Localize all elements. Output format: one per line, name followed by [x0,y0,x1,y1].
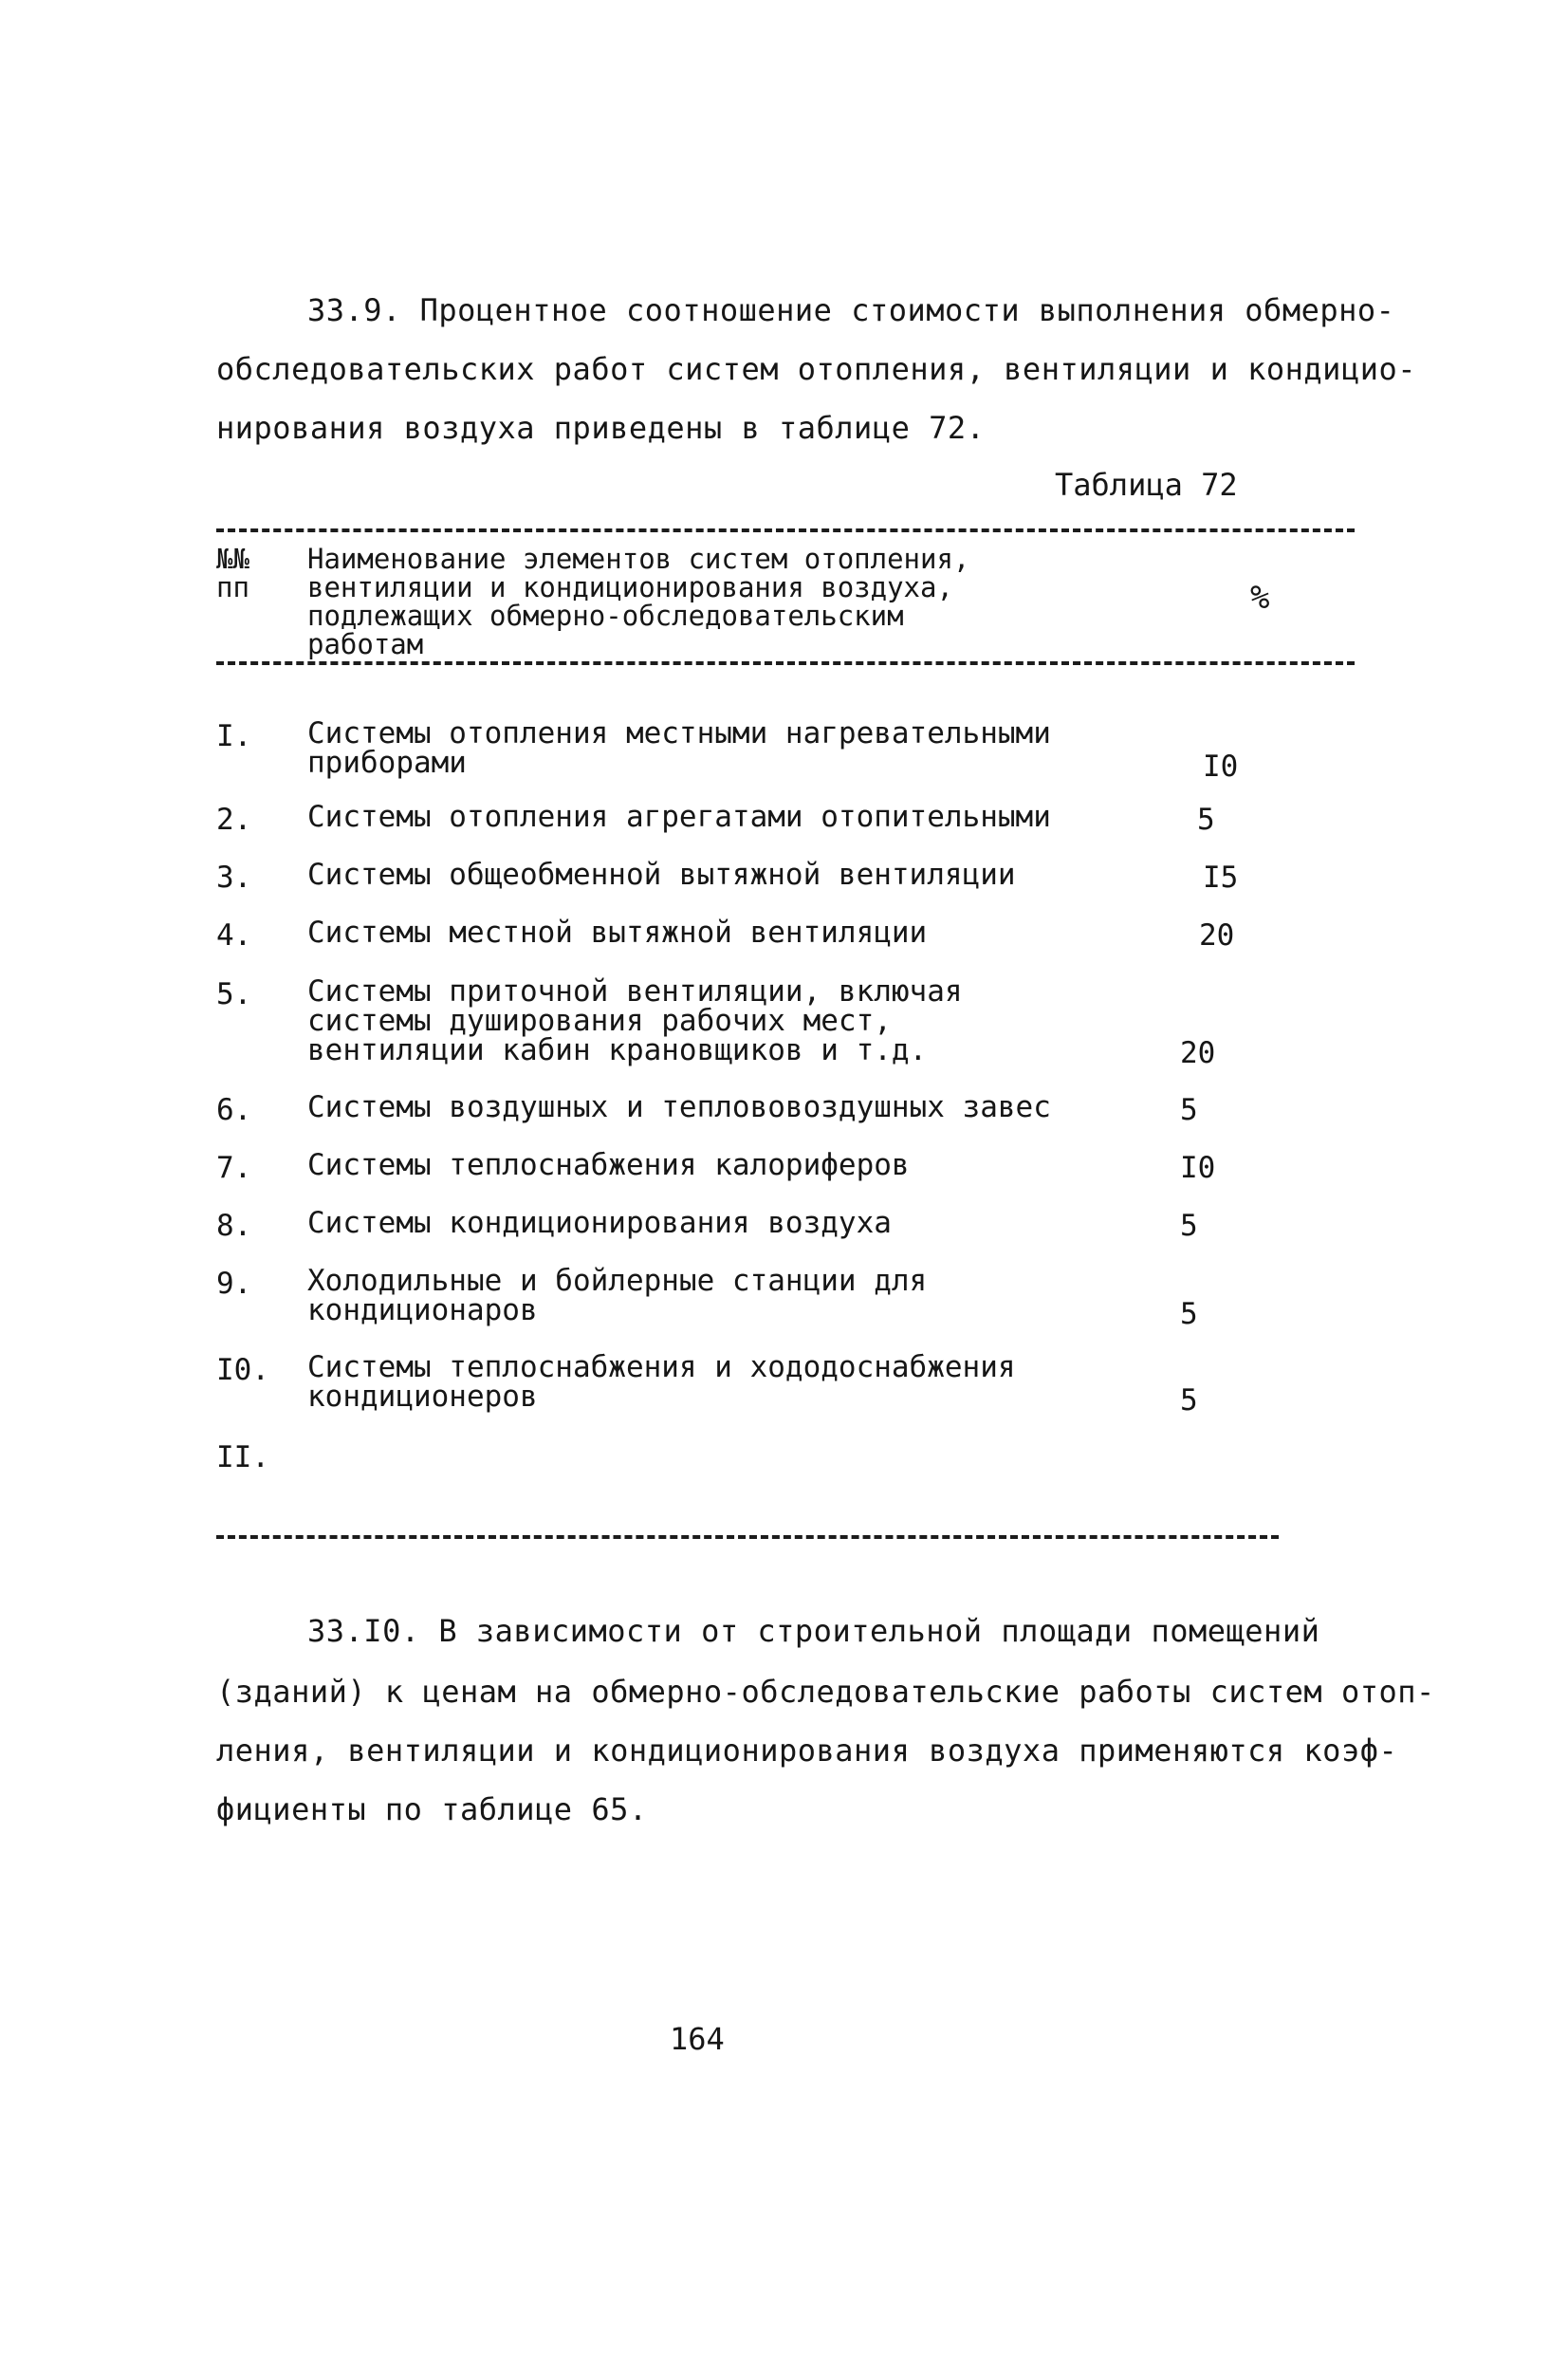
row-name [307,1350,1016,1414]
row-name-line: кондиционеров [307,1380,538,1414]
row-number: 8. [216,1209,252,1243]
row-name-line: Холодильные и бойлерные станции для [307,1264,928,1298]
row-number: I. [216,719,252,753]
row-name [307,858,1016,892]
row-name-line: Системы общеобменной вытяжной вентиляции [307,858,1016,892]
table-caption: Таблица 72 [1055,467,1238,503]
outro-line: фициенты по таблице 65. [216,1791,648,1827]
row-number: 3. [216,861,252,895]
header-name-column [307,545,969,658]
page-number: 164 [670,2021,725,2057]
row-percent: 5 [1180,1209,1198,1243]
row-name-line: приборами [307,746,467,780]
row-name-line: вентиляции кабин крановщиков и т.д. [307,1033,928,1067]
row-number: 5. [216,977,252,1011]
row-name-line: кондиционаров [307,1293,538,1327]
row-name [307,1264,928,1327]
row-name-line: Системы воздушных и теплововоздушных завес [307,1090,1051,1124]
row-number: 2. [216,803,252,837]
row-percent: 20 [1199,918,1235,953]
row-number: II. [216,1440,269,1474]
outro-line: (зданий) к ценам на обмерно-обследовательские работы систем отоп- [216,1674,1435,1710]
row-name-line: Системы отопления агрегатами отопительными [307,800,1051,834]
header-name-line: работам [307,628,424,660]
header-number-label: №№ [216,543,249,575]
intro-line: обследовательских работ систем отопления, вентиляции и кондицио- [216,351,1416,387]
row-percent: I0 [1180,1151,1216,1185]
row-name-line: Системы кондиционирования воздуха [307,1206,892,1240]
row-name-line: Системы теплоснабжения калориферов [307,1148,910,1182]
header-name-line: Наименование элементов систем отопления, [307,543,970,575]
row-name [307,974,963,1067]
row-percent: 5 [1197,803,1215,837]
row-name [307,1090,1051,1124]
row-name-line: Системы приточной вентиляции, включая [307,974,963,1009]
row-number: 4. [216,918,252,953]
row-percent: I5 [1203,861,1239,895]
row-name [307,1206,892,1240]
row-name-line: Системы теплоснабжения и хододоснабжения [307,1350,1016,1384]
row-number: I0. [216,1353,269,1387]
row-name-line: системы душирования рабочих мест, [307,1004,892,1038]
row-percent: 20 [1180,1036,1216,1070]
row-number: 9. [216,1267,252,1301]
row-percent: I0 [1203,750,1239,784]
row-name-line: Системы местной вытяжной вентиляции [307,916,928,950]
outro-line: 33.I0. В зависимости от строительной площади помещений [307,1613,1320,1649]
intro-line: нирования воздуха приведены в таблице 72. [216,410,986,446]
header-name-line: вентиляции и кондиционирования воздуха, [307,571,953,603]
table-bottom-rule [216,1535,1279,1539]
header-number-label: пп [216,571,249,603]
row-percent: 5 [1180,1383,1198,1417]
row-name [307,716,1051,780]
table-top-rule [216,528,1355,532]
row-name [307,1148,910,1182]
row-percent: 5 [1180,1093,1198,1127]
row-name [307,918,927,948]
header-number-column [216,545,249,602]
row-name-line: Системы отопления местными нагревательными [307,716,1051,750]
row-percent: 5 [1180,1297,1198,1331]
row-number: 7. [216,1151,252,1185]
intro-line: 33.9. Процентное соотношение стоимости выполнения обмерно- [307,292,1395,328]
header-percent: % [1250,579,1270,617]
outro-line: ления, вентиляции и кондиционирования воздуха применяются коэф- [216,1732,1398,1769]
header-name-line: подлежащих обмерно-обследовательским [307,600,904,632]
row-name [307,800,1051,834]
row-number: 6. [216,1093,252,1127]
header-bottom-rule [216,661,1355,665]
